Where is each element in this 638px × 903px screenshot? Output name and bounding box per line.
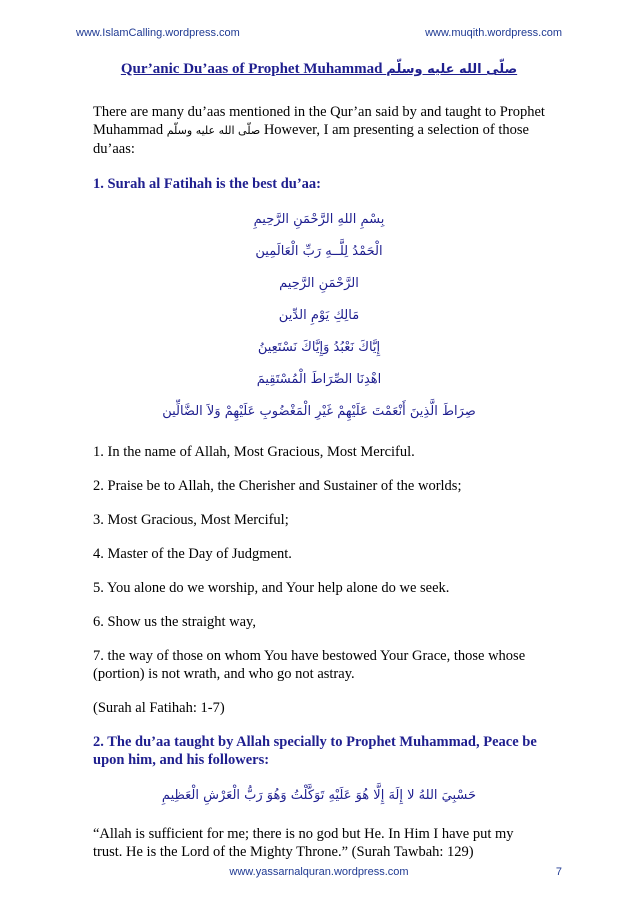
header-left-url[interactable]: www.IslamCalling.wordpress.com [76,27,240,39]
tawbah-verse-arabic: حَسْبِيَ اللهُ لا إِلَهَ إِلَّا هُوَ عَلَيْهِ تَوَكَّلْتُ وَهُوَ رَبُّ الْعَرْشِ الْعَظِيمِ [161,788,477,803]
section2-heading: 2. The du’aa taught by Allah specially to Prophet Muhammad, Peace be upon him, and his followers: [93,734,537,768]
intro-text-part1: There are many du’aas mentioned in the Qur’an said by and taught to Prophet Muhammad [93,104,545,138]
translation-2: 2. Praise be to Allah, the Cherisher and Sustainer of the worlds; [93,478,462,494]
page-title-arabic: صلّى الله عليه وسلّم [386,62,518,77]
fatihah-verse-5: إِيَّاكَ نَعْبُدُ وَإِيَّاكَ نَسْتَعِينُ [257,340,381,355]
tawbah-translation: “Allah is sufficient for me; there is no god but He. In Him I have put my trust. He is the Lord of the Mighty Throne.” (Surah Tawbah: 129) [93,826,514,860]
translation-7: 7. the way of those on whom You have bestowed Your Grace, those whose (portion) is not wrath, and who go not astray. [93,648,526,682]
intro-paragraph [93,103,545,158]
fatihah-reference: (Surah al Fatihah: 1-7) [93,700,225,716]
fatihah-verse-1: بِسْمِ اللهِ الرَّحْمَنِ الرَّحِيمِ [253,212,385,227]
page-title [93,60,545,79]
intro-arabic: صلّى الله عليه وسلّم [166,124,261,137]
page-title-text: Qur’anic Du’aas of Prophet Muhammad [120,61,383,77]
translation-5: 5. You alone do we worship, and Your help alone do we seek. [93,580,450,596]
fatihah-verse-6: اهْدِنَا الصِّرَاطَ الْمُسْتَقِيمَ [256,372,382,387]
header-right-url[interactable]: www.muqith.wordpress.com [425,27,562,39]
section1-heading: 1. Surah al Fatihah is the best du’aa: [93,176,322,192]
translation-1: 1. In the name of Allah, Most Gracious, Most Merciful. [93,444,415,460]
intro-text-part2: However, I am presenting a selection of those du’aas: [93,122,529,157]
translation-4: 4. Master of the Day of Judgment. [93,546,292,562]
footer-url[interactable]: www.yassarnalquran.wordpress.com [229,866,409,878]
fatihah-verse-7: صِرَاطَ الَّذِينَ أَنْعَمْتَ عَلَيْهِمْ غَيْرِ الْمَغْضُوبِ عَلَيْهِمْ وَلاَ الضَّالِّين [162,404,476,419]
fatihah-verse-4: مَالِكِ يَوْمِ الدِّين [278,308,360,323]
document-body [93,60,545,878]
fatihah-verse-2: الْحَمْدُ لِلَّــهِ رَبِّ الْعَالَمِين [255,244,383,259]
translation-6: 6. Show us the straight way, [93,614,256,630]
page-number: 7 [555,866,562,878]
translation-3: 3. Most Gracious, Most Merciful; [93,512,289,528]
fatihah-verse-3: الرَّحْمَنِ الرَّحِيم [279,276,359,291]
